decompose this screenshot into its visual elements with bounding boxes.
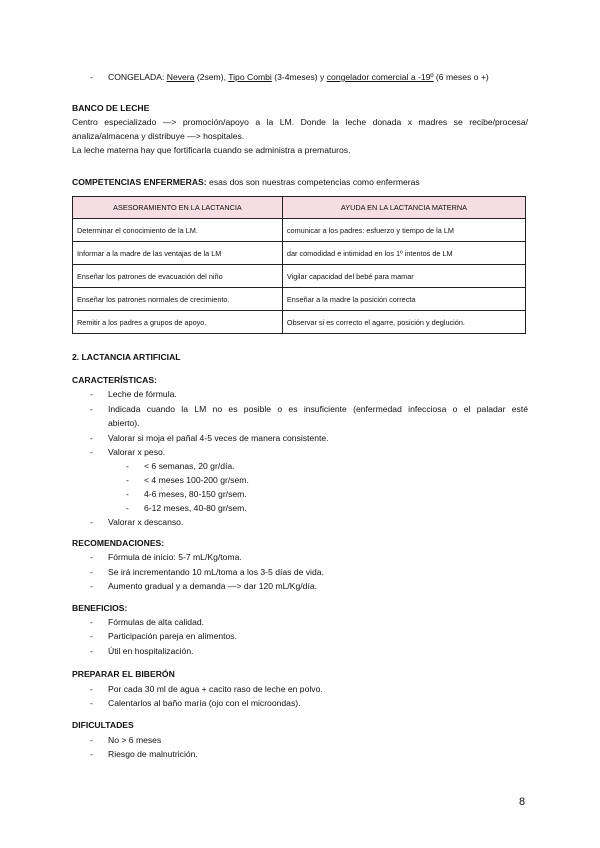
list-item: Valorar x descanso. <box>108 517 184 527</box>
bullet-dash: - <box>90 447 93 457</box>
table-row <box>73 265 526 288</box>
bullet-dash: - <box>90 617 93 627</box>
banco-line-2: analiza/almacena y distribuye —> hospitales. <box>72 131 245 141</box>
bullet-dash: - <box>90 404 93 414</box>
banco-line-1: Centro especializado —> promoción/apoyo a la LM. Donde la leche donada x madres se recibe/procesa/ <box>72 117 528 127</box>
list-item: Valorar x peso. <box>108 447 166 457</box>
bullet-dash: - <box>90 735 93 745</box>
list-item: Por cada 30 ml de agua + cacito raso de leche en polvo. <box>108 684 323 694</box>
table-cell: Informar a la madre de las ventajas de la LM <box>73 242 283 265</box>
list-item: Riesgo de malnutrición. <box>108 749 198 759</box>
bullet-dash: - <box>90 433 93 443</box>
table-row <box>73 311 526 334</box>
banco-line-3: La leche materna hay que fortificarla cuando se administra a prematuros. <box>72 145 351 155</box>
congelador-text: congelador comercial a -19º <box>326 72 434 82</box>
bullet-dash: - <box>90 684 93 694</box>
bullet-dash: - <box>126 503 129 513</box>
sub-list-item: < 4 meses 100-200 gr/sem. <box>144 475 249 485</box>
bullet-dash: - <box>90 389 93 399</box>
table-cell: comunicar a los padres: esfuerzo y tiempo de la LM <box>282 219 525 242</box>
bullet-dash: - <box>90 567 93 577</box>
tipo-combi-text: Tipo Combi <box>228 72 272 82</box>
bullet-dash: - <box>90 72 93 82</box>
caracteristicas-title: CARACTERÍSTICAS: <box>72 375 157 385</box>
list-item: Calentarlos al baño maría (ojo con el microondas). <box>108 698 301 708</box>
sub-list-item: 4-6 meses, 80-150 gr/sem. <box>144 489 247 499</box>
table-cell: Determinar el conocimiento de la LM. <box>73 219 283 242</box>
table-cell: Remitir a los padres a grupos de apoyo. <box>73 311 283 334</box>
banco-title: BANCO DE LECHE <box>72 103 150 113</box>
congelada-line <box>108 71 489 85</box>
bullet-dash: - <box>126 461 129 471</box>
competencias-table <box>72 196 526 334</box>
congelada-label: CONGELADA: <box>108 72 165 82</box>
table-row <box>73 242 526 265</box>
bullet-dash: - <box>90 517 93 527</box>
list-item: Se irá incrementando 10 mL/toma a los 3-5 días de vida. <box>108 567 324 577</box>
table-cell: Observar si es correcto el agarre, posición y deglución. <box>282 311 525 334</box>
bullet-dash: - <box>90 552 93 562</box>
tipo-rest: (3-4meses) y <box>271 72 325 82</box>
bullet-dash: - <box>90 749 93 759</box>
bullet-dash: - <box>90 631 93 641</box>
table-row <box>73 219 526 242</box>
beneficios-title: BENEFICIOS: <box>72 603 128 613</box>
table-cell: Enseñar los patrones normales de crecimiento. <box>73 288 283 311</box>
congelador-rest: (6 meses o +) <box>433 72 489 82</box>
bullet-dash: - <box>126 489 129 499</box>
list-item: Participación pareja en alimentos. <box>108 631 237 641</box>
recomendaciones-title: RECOMENDACIONES: <box>72 538 165 548</box>
competencias-title <box>72 176 420 190</box>
sub-list-item: < 6 semanas, 20 gr/día. <box>144 461 235 471</box>
nevera-text: Nevera <box>166 72 195 82</box>
table-cell: Enseñar los patrones de evacuación del niño <box>73 265 283 288</box>
table-cell: dar comodidad e intimidad en los 1º intentos de LM <box>282 242 525 265</box>
biberon-title: PREPARAR EL BIBERÓN <box>72 669 175 679</box>
page-number: 8 <box>519 796 526 808</box>
table-row <box>73 288 526 311</box>
list-item: Fórmula de inicio: 5-7 mL/Kg/toma. <box>108 552 242 562</box>
table-header: AYUDA EN LA LACTANCIA MATERNA <box>282 197 525 219</box>
list-item: Útil en hospitalización. <box>108 646 194 656</box>
sub-list-item: 6-12 meses, 40-80 gr/sem. <box>144 503 247 513</box>
list-item: Fórmulas de alta calidad. <box>108 617 205 627</box>
section-title: 2. LACTANCIA ARTIFICIAL <box>72 352 181 362</box>
list-item: Leche de fórmula. <box>108 389 177 399</box>
nevera-rest: (2sem), <box>194 72 226 82</box>
list-item-continued: abierto). <box>108 418 140 428</box>
list-item: Valorar si moja el pañal 4-5 veces de manera consistente. <box>108 433 329 443</box>
list-item: Indicada cuando la LM no es posible o es insuficiente (enfermedad infecciosa o el paladar esté <box>108 404 528 414</box>
bullet-dash: - <box>90 698 93 708</box>
bullet-dash: - <box>90 646 93 656</box>
table-cell: Vigilar capacidad del bebé para mamar <box>282 265 525 288</box>
competencias-title-bold: COMPETENCIAS ENFERMERAS: <box>72 177 207 187</box>
table-cell: Enseñar a la madre la posición correcta <box>282 288 525 311</box>
list-item: No > 6 meses <box>108 735 162 745</box>
bullet-dash: - <box>126 475 129 485</box>
table-header: ASESORAMIENTO EN LA LACTANCIA <box>73 197 283 219</box>
bullet-dash: - <box>90 581 93 591</box>
competencias-title-rest: esas dos son nuestras competencias como enfermeras <box>206 177 420 187</box>
list-item: Aumento gradual y a demanda —> dar 120 mL/Kg/día. <box>108 581 318 591</box>
table-header-row <box>73 197 526 219</box>
dificultades-title: DIFICULTADES <box>72 720 134 730</box>
